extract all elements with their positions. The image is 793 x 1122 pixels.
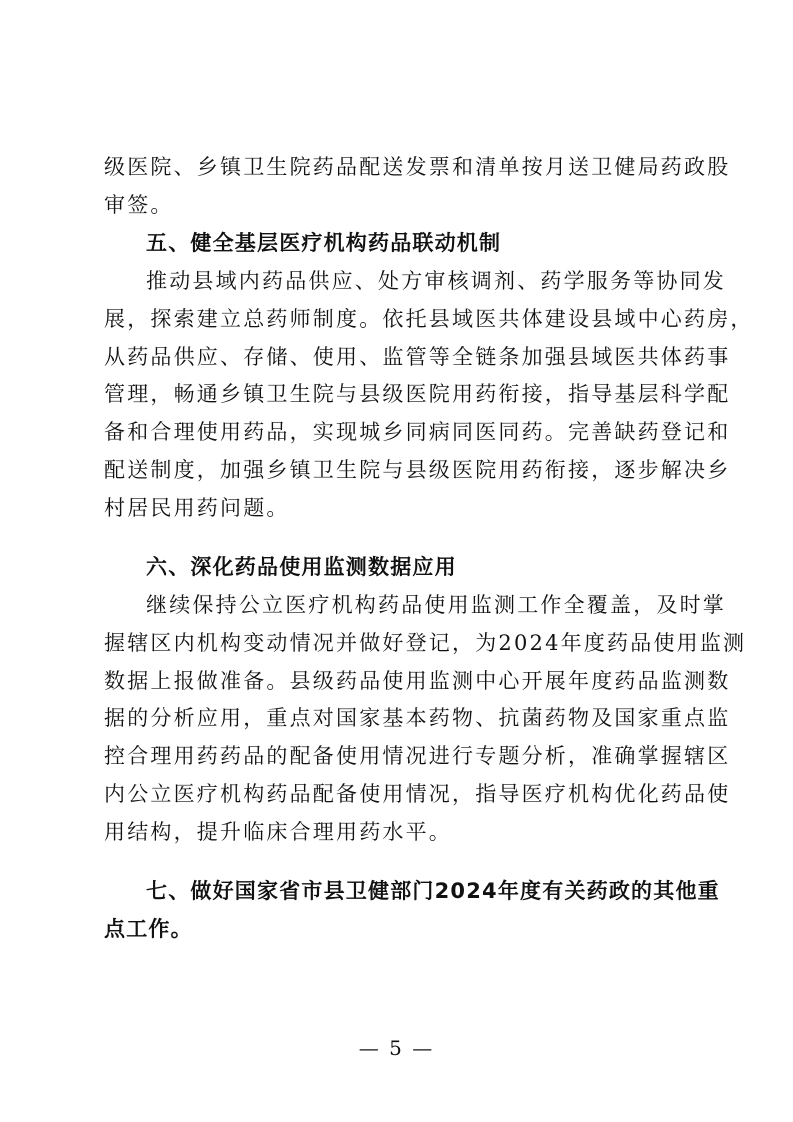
heading-text: 六、深化药品使用监测数据应用 [146, 555, 457, 579]
section-5-heading [146, 225, 736, 263]
text-line: 从药品供应、存储、使用、监管等全链条加强县域医共体药事 [104, 344, 731, 369]
heading-text: 点工作。 [104, 916, 193, 941]
text-line: 数据上报做准备。县级药品使用监测中心开展年度药品监测数 [104, 668, 731, 693]
text-line: 内公立医疗机构药品配备使用情况，指导医疗机构优化药品使 [104, 781, 731, 806]
page-number: — 5 — [358, 1036, 435, 1060]
text-line: 村居民用药问题。 [104, 495, 290, 520]
text-line: 管理，畅通乡镇卫生院与县级医院用药衔接，指导基层科学配 [104, 382, 731, 407]
text-line: 级医院、乡镇卫生院药品配送发票和清单按月送卫健局药政股 [104, 155, 731, 179]
text-line: 审签。 [104, 192, 174, 217]
text-line: 继续保持公立医疗机构药品使用监测工作全覆盖，及时掌 [146, 593, 726, 617]
section-5-body [104, 263, 754, 528]
heading-text: 五、健全基层医疗机构药品联动机制 [146, 231, 502, 255]
heading-text: 七、做好国家省市县卫健部门2024年度有关药政的其他重 [146, 879, 720, 903]
text-line: 备和合理使用药品，实现城乡同病同医同药。完善缺药登记和 [104, 420, 731, 445]
text-line: 用结构，提升临床合理用药水平。 [104, 819, 452, 844]
section-6-body [104, 587, 747, 852]
section-6-heading [146, 549, 736, 587]
text-line: 推动县域内药品供应、处方审核调剂、药学服务等协同发 [146, 269, 726, 293]
section-7-heading [104, 873, 720, 949]
text-line: 据的分析应用，重点对国家基本药物、抗菌药物及国家重点监 [104, 706, 731, 731]
text-line: 配送制度，加强乡镇卫生院与县级医院用药衔接，逐步解决乡 [104, 457, 731, 482]
text-line: 展，探索建立总药师制度。依托县域医共体建设县域中心药房， [104, 306, 754, 331]
text-line: 控合理用药药品的配备使用情况进行专题分析，准确掌握辖区 [104, 744, 731, 769]
text-line: 握辖区内机构变动情况并做好登记，为2024年度药品使用监测 [104, 630, 747, 655]
paragraph-continuation [104, 149, 731, 225]
